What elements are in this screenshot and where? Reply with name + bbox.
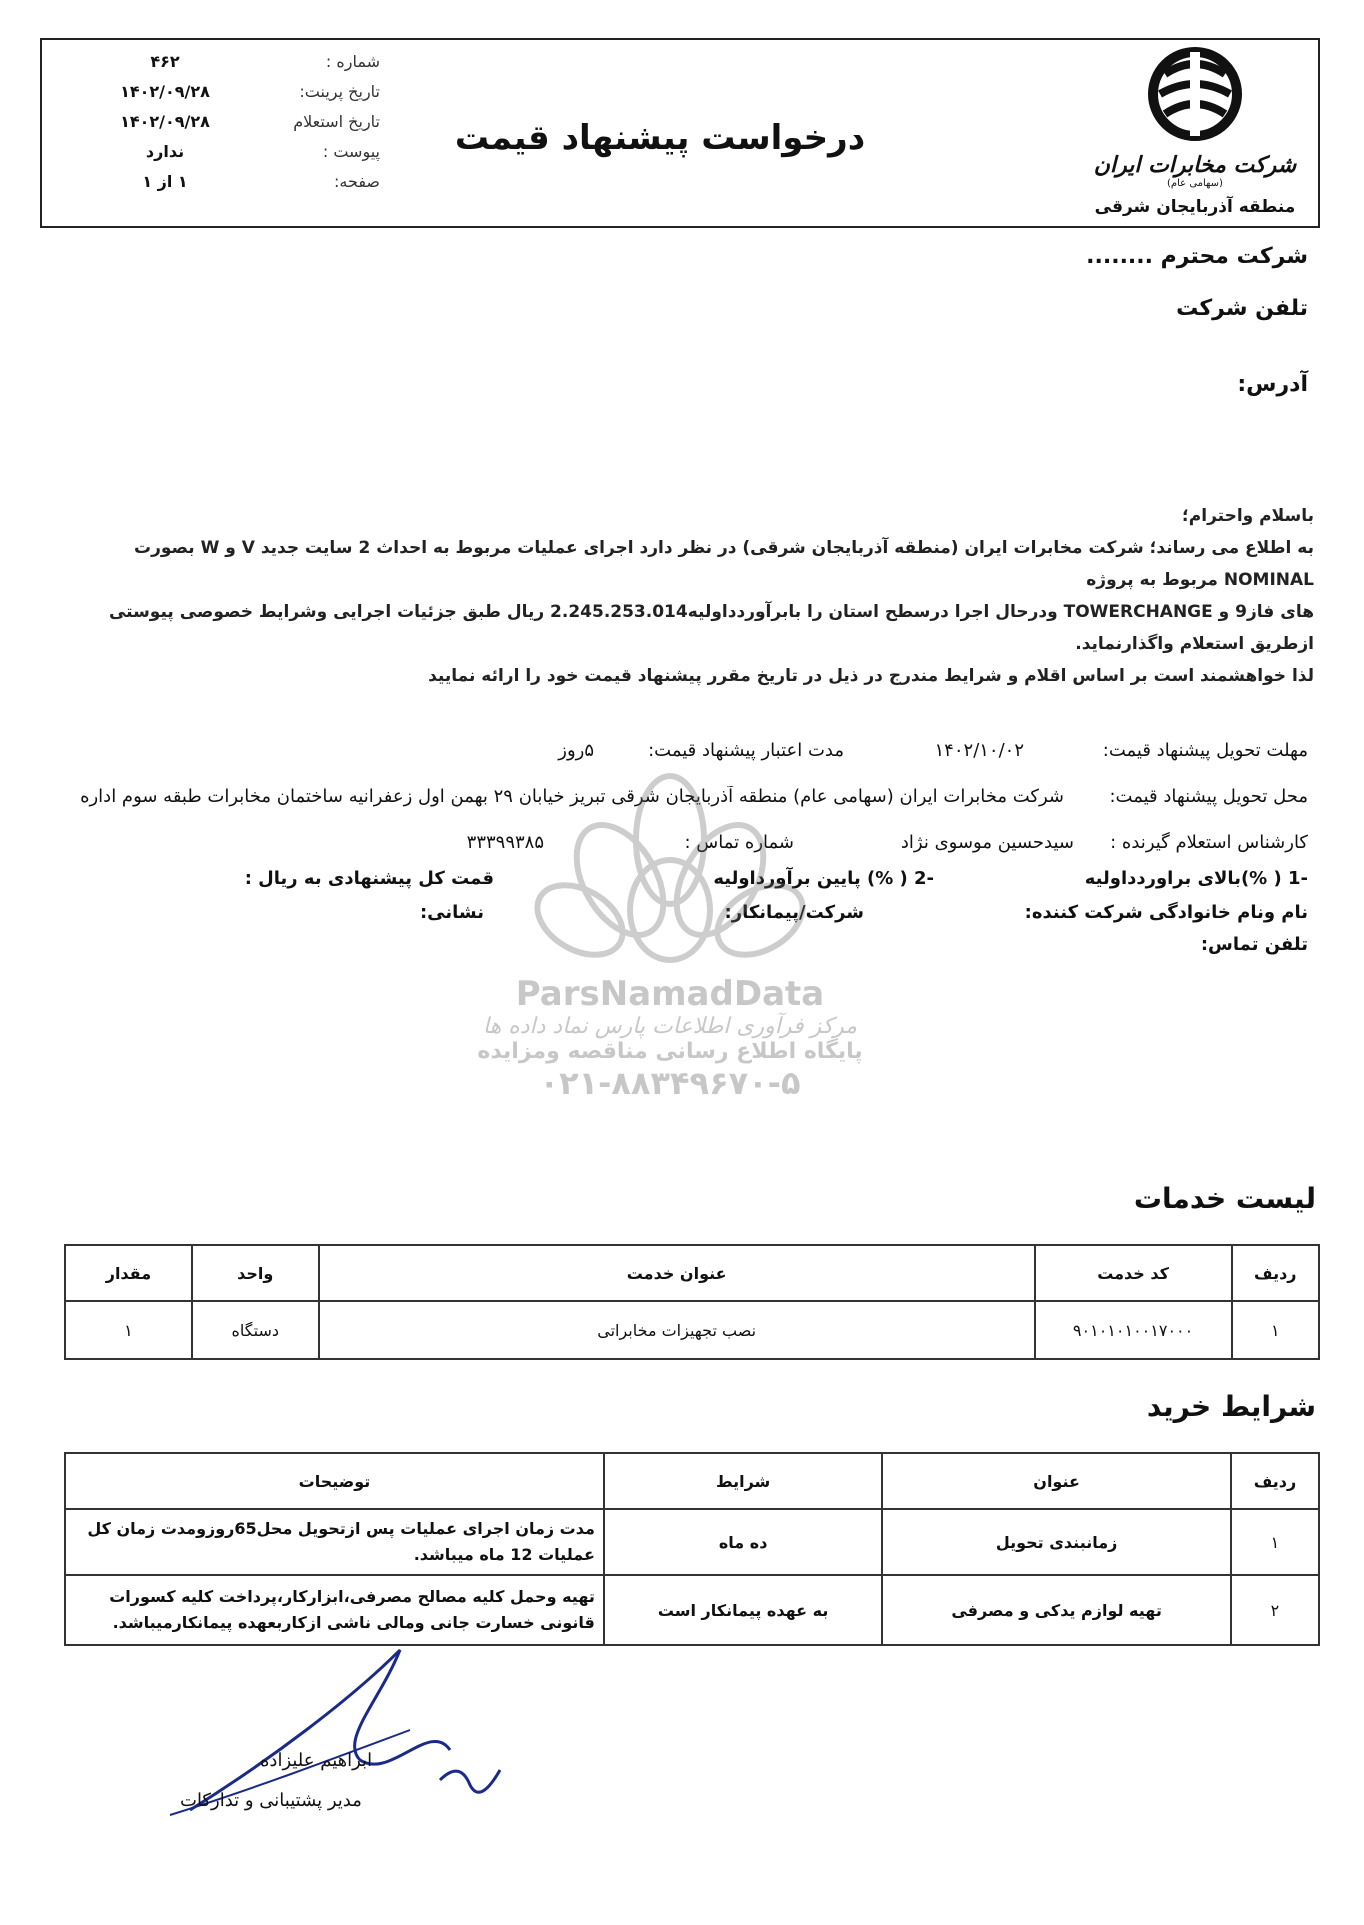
validity-value: ۵روز	[558, 740, 594, 761]
body-line-3: لذا خواهشمند است بر اساس اقلام و شرایط مندرج در ذیل در تاریخ مقرر پیشنهاد قیمت خود را ارائه نمایید	[428, 666, 1314, 686]
services-header-row	[65, 1245, 1319, 1301]
addressee-address: آدرس:	[1237, 372, 1308, 397]
bidder-name-label: نام ونام خانوادگی شرکت کننده:	[1024, 902, 1308, 923]
table-row	[65, 1509, 1319, 1575]
watermark-flower-icon	[520, 760, 820, 970]
watermark-line-2: پایگاه اطلاع رسانی مناقصه ومزایده	[477, 1039, 863, 1064]
terms-cell-description: مدت زمان اجرای عملیات پس ازتحویل محل65روزومدت زمان کل عملیات 12 ماه میباشد.	[65, 1509, 604, 1575]
company-region: منطقه آذربایجان شرقی	[1094, 197, 1296, 217]
watermark-line-1: مرکز فرآوری اطلاعات پارس نماد داده ها	[482, 1014, 858, 1039]
place-label: محل تحویل پیشنهاد قیمت:	[1109, 786, 1308, 807]
table-row	[65, 1301, 1319, 1359]
meta-row-page	[90, 166, 380, 196]
terms-cell-description: تهیه وحمل کلیه مصالح مصرفی،ابزارکار،پرداخت کلیه کسورات قانونی خسارت جانی ومالی ناشی ازکاربعهده پیمانکارمیباشد.	[65, 1575, 604, 1645]
terms-cell-row: ۱	[1231, 1509, 1319, 1575]
terms-col-row: ردیف	[1231, 1453, 1319, 1509]
meta-row-number	[90, 46, 380, 76]
services-col-code: کد خدمت	[1035, 1245, 1232, 1301]
body-line-2: های فاز9 و TOWERCHANGE ودرحال اجرا درسطح استان را بابرآوردداولیه2.245.253.014 ریال طبق جزئیات اجرایی وشرایط خصوصی پیوستی ازطریق استعلام واگذارنماید.	[108, 602, 1314, 654]
expert-label: کارشناس استعلام گیرنده :	[1110, 832, 1308, 853]
meta-label: شماره :	[325, 51, 380, 71]
services-cell-row: ۱	[1232, 1301, 1319, 1359]
document-title: درخواست پیشنهاد قیمت	[454, 118, 866, 158]
terms-cell-title: زمانبندی تحویل	[882, 1509, 1231, 1575]
services-cell-title: نصب تجهیزات مخابراتی	[319, 1301, 1035, 1359]
watermark	[470, 760, 870, 1102]
meta-table	[90, 46, 380, 196]
contact-value: ۳۳۳۹۹۳۸۵	[466, 832, 544, 853]
bidder-phone-label: تلفن تماس:	[1200, 934, 1308, 955]
services-col-unit: واحد	[192, 1245, 319, 1301]
terms-table	[64, 1452, 1320, 1646]
watermark-phone: ۰۲۱-۸۸۳۴۹۶۷۰-۵	[539, 1064, 801, 1102]
signature-block	[150, 1640, 530, 1830]
meta-row-inquiry-date	[90, 106, 380, 136]
company-logo	[1090, 44, 1300, 217]
body-line-1: به اطلاع می رساند؛ شرکت مخابرات ایران (منطقه آذربایجان شرقی) در نظر دارد اجرای عملیات مربوط به احداث 2 سایت جدید V و W بصورت NOMINAL مربوط به پروژه	[134, 538, 1314, 590]
contractor-label: شرکت/پیمانکار:	[724, 902, 864, 923]
services-col-title: عنوان خدمت	[319, 1245, 1035, 1301]
meta-label: صفحه:	[334, 171, 380, 191]
addressee-company: شرکت محترم ........	[1086, 244, 1308, 269]
meta-value: ۱ از ۱	[142, 171, 188, 191]
expert-value: سیدحسین موسوی نژاد	[900, 832, 1074, 853]
services-title: لیست خدمات	[1133, 1182, 1316, 1215]
services-col-qty: مقدار	[65, 1245, 192, 1301]
signatory-name: ابراهیم علیزاده	[260, 1750, 373, 1771]
meta-label: پیوست :	[322, 141, 380, 161]
meta-value: ۴۶۲	[150, 51, 180, 71]
meta-row-attachment	[90, 136, 380, 166]
terms-col-title: عنوان	[882, 1453, 1231, 1509]
terms-header-row	[65, 1453, 1319, 1509]
total-price-label: قمت کل پیشنهادی به ریال :	[244, 868, 494, 889]
terms-col-condition: شرایط	[604, 1453, 882, 1509]
letter-body	[50, 500, 1314, 692]
deadline-value: ۱۴۰۲/۱۰/۰۲	[934, 740, 1024, 761]
deadline-label: مهلت تحویل پیشنهاد قیمت:	[1102, 740, 1308, 761]
option-above-estimate: -1 ( %)بالای براوردداولیه	[1084, 868, 1308, 889]
services-cell-qty: ۱	[65, 1301, 192, 1359]
terms-title: شرایط خرید	[1146, 1390, 1316, 1423]
terms-cell-condition: ده ماه	[604, 1509, 882, 1575]
services-col-row: ردیف	[1232, 1245, 1319, 1301]
services-table	[64, 1244, 1320, 1360]
greeting: باسلام واحترام؛	[1181, 506, 1314, 526]
bidder-address-label: نشانی:	[419, 902, 484, 923]
meta-label: تاریخ استعلام	[293, 111, 380, 131]
company-sub: (سهامی عام)	[1167, 178, 1223, 189]
meta-row-print-date	[90, 76, 380, 106]
watermark-brand: ParsNamadData	[515, 974, 825, 1014]
signatory-role: مدیر پشتیبانی و تدارکات	[180, 1790, 362, 1811]
services-cell-unit: دستگاه	[192, 1301, 319, 1359]
meta-value: ندارد	[145, 141, 185, 161]
place-value: شرکت مخابرات ایران (سهامی عام) منطقه آذربایجان شرقی تبریز خیابان ۲۹ بهمن اول زعفرانیه ساختمان مخابرات طبقه سوم اداره	[80, 786, 1064, 807]
terms-cell-condition: به عهده پیمانکار است	[604, 1575, 882, 1645]
addressee-phone: تلفن شرکت	[1176, 296, 1308, 321]
terms-cell-title: تهیه لوازم یدکی و مصرفی	[882, 1575, 1231, 1645]
option-below-estimate: -2 ( %) پایین برآورداولیه	[713, 868, 934, 889]
table-row	[65, 1575, 1319, 1645]
terms-cell-row: ۲	[1231, 1575, 1319, 1645]
meta-value: ۱۴۰۲/۰۹/۲۸	[120, 81, 210, 101]
contact-label: شماره تماس :	[684, 832, 794, 853]
meta-value: ۱۴۰۲/۰۹/۲۸	[120, 111, 210, 131]
terms-col-description: توضیحات	[65, 1453, 604, 1509]
telecom-logo-icon	[1140, 44, 1250, 144]
company-name: شرکت مخابرات ایران	[1093, 152, 1297, 178]
meta-label: تاریخ پرینت:	[299, 81, 380, 101]
validity-label: مدت اعتبار پیشنهاد قیمت:	[648, 740, 844, 761]
services-cell-code: ۹۰۱۰۱۰۱۰۰۱۷۰۰۰	[1035, 1301, 1232, 1359]
